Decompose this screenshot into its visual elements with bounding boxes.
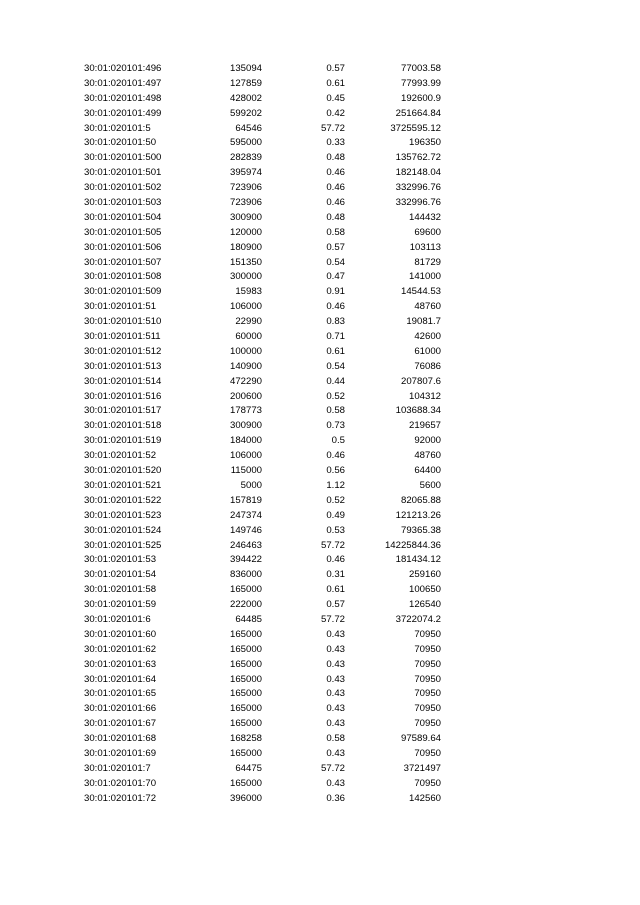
table-row bbox=[0, 256, 640, 271]
amount-cell: 259160 bbox=[408, 569, 441, 581]
table-row bbox=[0, 494, 640, 509]
amount-cell: 5600 bbox=[419, 479, 441, 491]
quantity-cell: 300000 bbox=[229, 271, 262, 283]
rate-cell: 0.58 bbox=[326, 733, 345, 745]
cadastral-id-cell: 30:01:020101:520 bbox=[84, 465, 162, 477]
amount-cell: 100650 bbox=[408, 584, 441, 596]
quantity-cell: 395974 bbox=[229, 167, 262, 179]
amount-cell: 69600 bbox=[414, 226, 441, 238]
cadastral-id-cell: 30:01:020101:508 bbox=[84, 271, 162, 283]
table-row bbox=[0, 136, 640, 151]
amount-cell: 48760 bbox=[414, 450, 441, 462]
cadastral-id-cell: 30:01:020101:66 bbox=[84, 703, 157, 715]
rate-cell: 0.61 bbox=[326, 77, 345, 89]
rate-cell: 0.71 bbox=[326, 331, 345, 343]
rate-cell: 0.61 bbox=[326, 345, 345, 357]
quantity-cell: 300900 bbox=[229, 211, 262, 223]
quantity-cell: 165000 bbox=[229, 703, 262, 715]
quantity-cell: 723906 bbox=[229, 182, 262, 194]
amount-cell: 70950 bbox=[414, 688, 441, 700]
table-row bbox=[0, 181, 640, 196]
quantity-cell: 165000 bbox=[229, 718, 262, 730]
cadastral-id-cell: 30:01:020101:510 bbox=[84, 316, 162, 328]
quantity-cell: 247374 bbox=[229, 509, 262, 521]
rate-cell: 0.36 bbox=[326, 792, 345, 804]
table-row bbox=[0, 211, 640, 226]
quantity-cell: 599202 bbox=[229, 107, 262, 119]
cadastral-id-cell: 30:01:020101:62 bbox=[84, 643, 157, 655]
amount-cell: 251664.84 bbox=[395, 107, 441, 119]
cadastral-id-cell: 30:01:020101:65 bbox=[84, 688, 157, 700]
amount-cell: 77993.99 bbox=[400, 77, 441, 89]
cadastral-id-cell: 30:01:020101:70 bbox=[84, 777, 157, 789]
rate-cell: 0.43 bbox=[326, 718, 345, 730]
table-row bbox=[0, 747, 640, 762]
rate-cell: 57.72 bbox=[320, 122, 345, 134]
rate-cell: 0.43 bbox=[326, 643, 345, 655]
table-row bbox=[0, 479, 640, 494]
amount-cell: 144432 bbox=[408, 211, 441, 223]
table-row bbox=[0, 613, 640, 628]
table-row bbox=[0, 643, 640, 658]
amount-cell: 126540 bbox=[408, 599, 441, 611]
quantity-cell: 165000 bbox=[229, 628, 262, 640]
amount-cell: 82065.88 bbox=[400, 494, 441, 506]
rate-cell: 0.73 bbox=[326, 420, 345, 432]
amount-cell: 70950 bbox=[414, 628, 441, 640]
amount-cell: 3722074.2 bbox=[395, 613, 441, 625]
amount-cell: 70950 bbox=[414, 643, 441, 655]
table-row bbox=[0, 196, 640, 211]
table-row bbox=[0, 792, 640, 807]
rate-cell: 57.72 bbox=[320, 762, 345, 774]
amount-cell: 103113 bbox=[409, 241, 441, 253]
quantity-cell: 64485 bbox=[235, 613, 262, 625]
quantity-cell: 180900 bbox=[229, 241, 262, 253]
quantity-cell: 140900 bbox=[229, 360, 262, 372]
cadastral-id-cell: 30:01:020101:500 bbox=[84, 152, 162, 164]
table-row bbox=[0, 226, 640, 241]
amount-cell: 332996.76 bbox=[395, 182, 441, 194]
cadastral-id-cell: 30:01:020101:509 bbox=[84, 286, 162, 298]
rate-cell: 0.83 bbox=[326, 316, 345, 328]
table-row bbox=[0, 315, 640, 330]
quantity-cell: 200600 bbox=[229, 390, 262, 402]
amount-cell: 192600.9 bbox=[400, 92, 441, 104]
cadastral-id-cell: 30:01:020101:52 bbox=[84, 450, 157, 462]
table-row bbox=[0, 404, 640, 419]
cadastral-id-cell: 30:01:020101:6 bbox=[84, 613, 151, 625]
quantity-cell: 165000 bbox=[229, 673, 262, 685]
quantity-cell: 64475 bbox=[235, 762, 262, 774]
rate-cell: 0.58 bbox=[326, 226, 345, 238]
rate-cell: 0.48 bbox=[326, 152, 345, 164]
cadastral-id-cell: 30:01:020101:63 bbox=[84, 658, 157, 670]
cadastral-id-cell: 30:01:020101:54 bbox=[84, 569, 157, 581]
data-table bbox=[0, 62, 640, 807]
amount-cell: 77003.58 bbox=[400, 63, 441, 74]
quantity-cell: 165000 bbox=[229, 688, 262, 700]
table-row bbox=[0, 434, 640, 449]
table-row bbox=[0, 360, 640, 375]
quantity-cell: 165000 bbox=[229, 658, 262, 670]
table-row bbox=[0, 553, 640, 568]
quantity-cell: 22990 bbox=[235, 316, 262, 328]
table-row bbox=[0, 151, 640, 166]
amount-cell: 14225844.36 bbox=[384, 539, 441, 551]
cadastral-id-cell: 30:01:020101:523 bbox=[84, 509, 162, 521]
quantity-cell: 396000 bbox=[229, 792, 262, 804]
cadastral-id-cell: 30:01:020101:517 bbox=[84, 405, 162, 417]
table-row bbox=[0, 762, 640, 777]
cadastral-id-cell: 30:01:020101:513 bbox=[84, 360, 162, 372]
quantity-cell: 151350 bbox=[229, 256, 262, 268]
rate-cell: 0.54 bbox=[326, 256, 345, 268]
amount-cell: 142560 bbox=[408, 792, 441, 804]
table-row bbox=[0, 509, 640, 524]
rate-cell: 0.48 bbox=[326, 211, 345, 223]
rate-cell: 0.46 bbox=[326, 554, 345, 566]
quantity-cell: 5000 bbox=[240, 479, 262, 491]
table-row bbox=[0, 673, 640, 688]
amount-cell: 219657 bbox=[408, 420, 441, 432]
rate-cell: 1.12 bbox=[326, 479, 345, 491]
quantity-cell: 15983 bbox=[235, 286, 262, 298]
cadastral-id-cell: 30:01:020101:503 bbox=[84, 197, 162, 209]
cadastral-id-cell: 30:01:020101:522 bbox=[84, 494, 162, 506]
quantity-cell: 100000 bbox=[229, 345, 262, 357]
quantity-cell: 64546 bbox=[235, 122, 262, 134]
quantity-cell: 115000 bbox=[230, 465, 262, 477]
table-row bbox=[0, 107, 640, 122]
quantity-cell: 472290 bbox=[229, 375, 262, 387]
amount-cell: 70950 bbox=[414, 673, 441, 685]
cadastral-id-cell: 30:01:020101:519 bbox=[84, 435, 162, 447]
amount-cell: 70950 bbox=[414, 747, 441, 759]
table-row bbox=[0, 583, 640, 598]
cadastral-id-cell: 30:01:020101:499 bbox=[84, 107, 162, 119]
cadastral-id-cell: 30:01:020101:498 bbox=[84, 92, 162, 104]
table-row bbox=[0, 419, 640, 434]
rate-cell: 0.31 bbox=[326, 569, 345, 581]
cadastral-id-cell: 30:01:020101:502 bbox=[84, 182, 162, 194]
amount-cell: 182148.04 bbox=[395, 167, 441, 179]
amount-cell: 3721497 bbox=[403, 762, 441, 774]
cadastral-id-cell: 30:01:020101:67 bbox=[84, 718, 157, 730]
cadastral-id-cell: 30:01:020101:59 bbox=[84, 599, 157, 611]
rate-cell: 0.43 bbox=[326, 688, 345, 700]
rate-cell: 57.72 bbox=[320, 539, 345, 551]
amount-cell: 48760 bbox=[414, 301, 441, 313]
table-row bbox=[0, 449, 640, 464]
quantity-cell: 60000 bbox=[235, 331, 262, 343]
amount-cell: 81729 bbox=[414, 256, 441, 268]
table-row bbox=[0, 270, 640, 285]
rate-cell: 0.61 bbox=[326, 584, 345, 596]
rate-cell: 0.52 bbox=[326, 494, 345, 506]
cadastral-id-cell: 30:01:020101:505 bbox=[84, 226, 162, 238]
amount-cell: 70950 bbox=[414, 718, 441, 730]
rate-cell: 0.54 bbox=[326, 360, 345, 372]
rate-cell: 0.91 bbox=[326, 286, 345, 298]
quantity-cell: 165000 bbox=[229, 777, 262, 789]
amount-cell: 64400 bbox=[414, 465, 441, 477]
table-row bbox=[0, 390, 640, 405]
quantity-cell: 168258 bbox=[229, 733, 262, 745]
cadastral-id-cell: 30:01:020101:516 bbox=[84, 390, 162, 402]
rate-cell: 0.49 bbox=[326, 509, 345, 521]
table-row bbox=[0, 777, 640, 792]
rate-cell: 0.43 bbox=[326, 777, 345, 789]
rate-cell: 0.57 bbox=[326, 241, 345, 253]
rate-cell: 0.46 bbox=[326, 182, 345, 194]
table-row bbox=[0, 92, 640, 107]
cadastral-id-cell: 30:01:020101:497 bbox=[84, 77, 162, 89]
rate-cell: 0.52 bbox=[326, 390, 345, 402]
cadastral-id-cell: 30:01:020101:72 bbox=[84, 792, 157, 804]
rate-cell: 0.46 bbox=[326, 301, 345, 313]
cadastral-id-cell: 30:01:020101:51 bbox=[84, 301, 157, 313]
amount-cell: 181434.12 bbox=[395, 554, 441, 566]
amount-cell: 19081.7 bbox=[406, 316, 441, 328]
rate-cell: 0.53 bbox=[326, 524, 345, 536]
cadastral-id-cell: 30:01:020101:5 bbox=[84, 122, 151, 134]
quantity-cell: 157819 bbox=[229, 494, 262, 506]
rate-cell: 57.72 bbox=[320, 613, 345, 625]
table-row bbox=[0, 285, 640, 300]
amount-cell: 14544.53 bbox=[400, 286, 441, 298]
amount-cell: 103688.34 bbox=[395, 405, 441, 417]
cadastral-id-cell: 30:01:020101:496 bbox=[84, 63, 162, 74]
cadastral-id-cell: 30:01:020101:68 bbox=[84, 733, 157, 745]
cadastral-id-cell: 30:01:020101:504 bbox=[84, 211, 162, 223]
rate-cell: 0.46 bbox=[326, 197, 345, 209]
rate-cell: 0.57 bbox=[326, 599, 345, 611]
quantity-cell: 165000 bbox=[229, 643, 262, 655]
rate-cell: 0.47 bbox=[326, 271, 345, 283]
rate-cell: 0.43 bbox=[326, 747, 345, 759]
rate-cell: 0.5 bbox=[331, 435, 345, 447]
cadastral-id-cell: 30:01:020101:7 bbox=[84, 762, 151, 774]
table-row bbox=[0, 598, 640, 613]
cadastral-id-cell: 30:01:020101:521 bbox=[84, 479, 162, 491]
quantity-cell: 106000 bbox=[229, 450, 262, 462]
cadastral-id-cell: 30:01:020101:64 bbox=[84, 673, 157, 685]
rate-cell: 0.46 bbox=[326, 450, 345, 462]
cadastral-id-cell: 30:01:020101:524 bbox=[84, 524, 162, 536]
quantity-cell: 595000 bbox=[229, 137, 262, 149]
amount-cell: 76086 bbox=[414, 360, 441, 372]
quantity-cell: 222000 bbox=[229, 599, 262, 611]
cadastral-id-cell: 30:01:020101:511 bbox=[84, 331, 161, 343]
amount-cell: 42600 bbox=[414, 331, 441, 343]
quantity-cell: 127859 bbox=[229, 77, 262, 89]
quantity-cell: 723906 bbox=[229, 197, 262, 209]
amount-cell: 196350 bbox=[408, 137, 441, 149]
cadastral-id-cell: 30:01:020101:518 bbox=[84, 420, 162, 432]
amount-cell: 141000 bbox=[408, 271, 441, 283]
table-row bbox=[0, 539, 640, 554]
rate-cell: 0.44 bbox=[326, 375, 345, 387]
table-row bbox=[0, 628, 640, 643]
cadastral-id-cell: 30:01:020101:507 bbox=[84, 256, 162, 268]
cadastral-id-cell: 30:01:020101:506 bbox=[84, 241, 162, 253]
quantity-cell: 246463 bbox=[229, 539, 262, 551]
amount-cell: 104312 bbox=[408, 390, 441, 402]
quantity-cell: 106000 bbox=[229, 301, 262, 313]
amount-cell: 3725595.12 bbox=[390, 122, 441, 134]
table-row bbox=[0, 702, 640, 717]
quantity-cell: 165000 bbox=[229, 747, 262, 759]
table-row bbox=[0, 62, 640, 77]
quantity-cell: 836000 bbox=[229, 569, 262, 581]
table-row bbox=[0, 687, 640, 702]
cadastral-id-cell: 30:01:020101:501 bbox=[84, 167, 162, 179]
amount-cell: 61000 bbox=[414, 345, 441, 357]
table-row bbox=[0, 77, 640, 92]
amount-cell: 70950 bbox=[414, 703, 441, 715]
table-row bbox=[0, 568, 640, 583]
rate-cell: 0.46 bbox=[326, 167, 345, 179]
table-row bbox=[0, 166, 640, 181]
amount-cell: 92000 bbox=[414, 435, 441, 447]
rate-cell: 0.43 bbox=[326, 673, 345, 685]
amount-cell: 121213.26 bbox=[395, 509, 441, 521]
quantity-cell: 165000 bbox=[229, 584, 262, 596]
cadastral-id-cell: 30:01:020101:525 bbox=[84, 539, 162, 551]
table-row bbox=[0, 330, 640, 345]
rate-cell: 0.43 bbox=[326, 658, 345, 670]
cadastral-id-cell: 30:01:020101:60 bbox=[84, 628, 157, 640]
amount-cell: 70950 bbox=[414, 777, 441, 789]
table-row bbox=[0, 241, 640, 256]
table-row bbox=[0, 524, 640, 539]
table-row bbox=[0, 345, 640, 360]
table-row bbox=[0, 658, 640, 673]
rate-cell: 0.57 bbox=[326, 63, 345, 74]
cadastral-id-cell: 30:01:020101:58 bbox=[84, 584, 157, 596]
rate-cell: 0.45 bbox=[326, 92, 345, 104]
quantity-cell: 184000 bbox=[229, 435, 262, 447]
quantity-cell: 178773 bbox=[229, 405, 262, 417]
rate-cell: 0.43 bbox=[326, 628, 345, 640]
table-row bbox=[0, 464, 640, 479]
cadastral-id-cell: 30:01:020101:53 bbox=[84, 554, 157, 566]
amount-cell: 207807.6 bbox=[400, 375, 441, 387]
quantity-cell: 135094 bbox=[229, 63, 262, 74]
amount-cell: 332996.76 bbox=[395, 197, 441, 209]
amount-cell: 97589.64 bbox=[400, 733, 441, 745]
rate-cell: 0.43 bbox=[326, 703, 345, 715]
rate-cell: 0.42 bbox=[326, 107, 345, 119]
quantity-cell: 282839 bbox=[229, 152, 262, 164]
table-row bbox=[0, 717, 640, 732]
table-row bbox=[0, 122, 640, 137]
table-row bbox=[0, 375, 640, 390]
quantity-cell: 300900 bbox=[229, 420, 262, 432]
rate-cell: 0.56 bbox=[326, 465, 345, 477]
quantity-cell: 394422 bbox=[229, 554, 262, 566]
amount-cell: 70950 bbox=[414, 658, 441, 670]
rate-cell: 0.58 bbox=[326, 405, 345, 417]
quantity-cell: 428002 bbox=[229, 92, 262, 104]
cadastral-id-cell: 30:01:020101:514 bbox=[84, 375, 162, 387]
cadastral-id-cell: 30:01:020101:50 bbox=[84, 137, 157, 149]
cadastral-id-cell: 30:01:020101:512 bbox=[84, 345, 162, 357]
rate-cell: 0.33 bbox=[326, 137, 345, 149]
table-row bbox=[0, 732, 640, 747]
cadastral-id-cell: 30:01:020101:69 bbox=[84, 747, 157, 759]
table-row bbox=[0, 300, 640, 315]
quantity-cell: 120000 bbox=[229, 226, 262, 238]
amount-cell: 135762.72 bbox=[395, 152, 441, 164]
amount-cell: 79365.38 bbox=[400, 524, 441, 536]
quantity-cell: 149746 bbox=[229, 524, 262, 536]
